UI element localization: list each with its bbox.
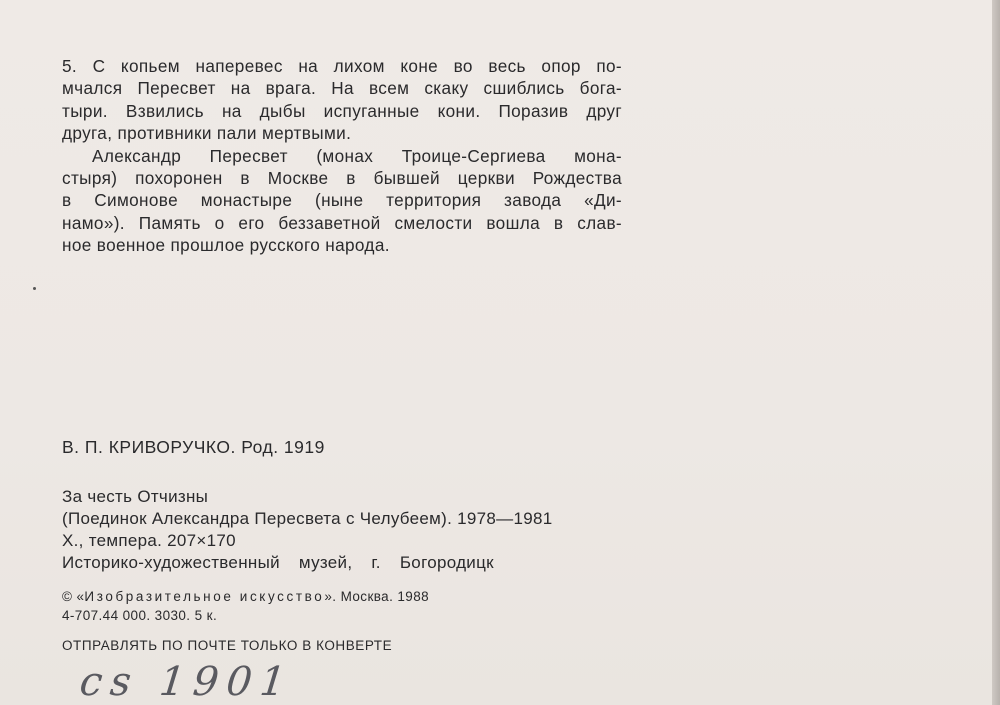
description-line: ное военное прошлое русского народа.: [62, 235, 390, 256]
ink-speck: [33, 287, 36, 290]
card-edge: [992, 0, 1000, 705]
print-codes: 4-707.44 000. 3030. 5 к.: [62, 608, 218, 623]
publisher-name: Изобразительное искусство: [84, 589, 325, 604]
description-line: мчался Пересвет на врага. На всем скаку сшиблись бога-: [62, 78, 622, 99]
description-line: друга, противники пали мертвыми.: [62, 123, 352, 144]
publisher-info: [62, 587, 429, 625]
description-line: тыри. Взвились на дыбы испуганные кони. Поразив друг: [62, 100, 622, 121]
publisher-line: [62, 587, 429, 606]
artwork-title: За честь Отчизны: [62, 487, 209, 506]
description-line: Александр Пересвет (монах Троице-Сергиева мона-: [92, 145, 622, 166]
mail-notice: ОТПРАВЛЯТЬ ПО ПОЧТЕ ТОЛЬКО В КОНВЕРТЕ: [62, 638, 393, 653]
description-text: [62, 55, 622, 257]
artwork-medium: Х., темпера. 207×170: [62, 531, 236, 550]
handwritten-note: cs 1901: [77, 659, 296, 705]
artwork-info: [62, 486, 622, 574]
description-line: стыря) похоронен в Москве в бывшей церкви Рождества: [62, 167, 622, 188]
description-line: в Симонове монастыре (ныне территория завода «Ди-: [62, 190, 622, 211]
publisher-prefix: © «: [62, 589, 85, 604]
description-line: намо»). Память о его беззаветной смелости вошла в слав-: [62, 212, 622, 233]
artist-name: В. П. КРИВОРУЧКО. Род. 1919: [62, 437, 325, 457]
artwork-subtitle: (Поединок Александра Пересвета с Челубеем). 1978—1981: [62, 509, 553, 528]
artwork-museum: Историко-художественный музей, г. Богородицк: [62, 553, 494, 572]
description-line: 5. С копьем наперевес на лихом коне во весь опор по-: [62, 56, 622, 76]
publisher-city-year: ». Москва. 1988: [324, 589, 430, 604]
